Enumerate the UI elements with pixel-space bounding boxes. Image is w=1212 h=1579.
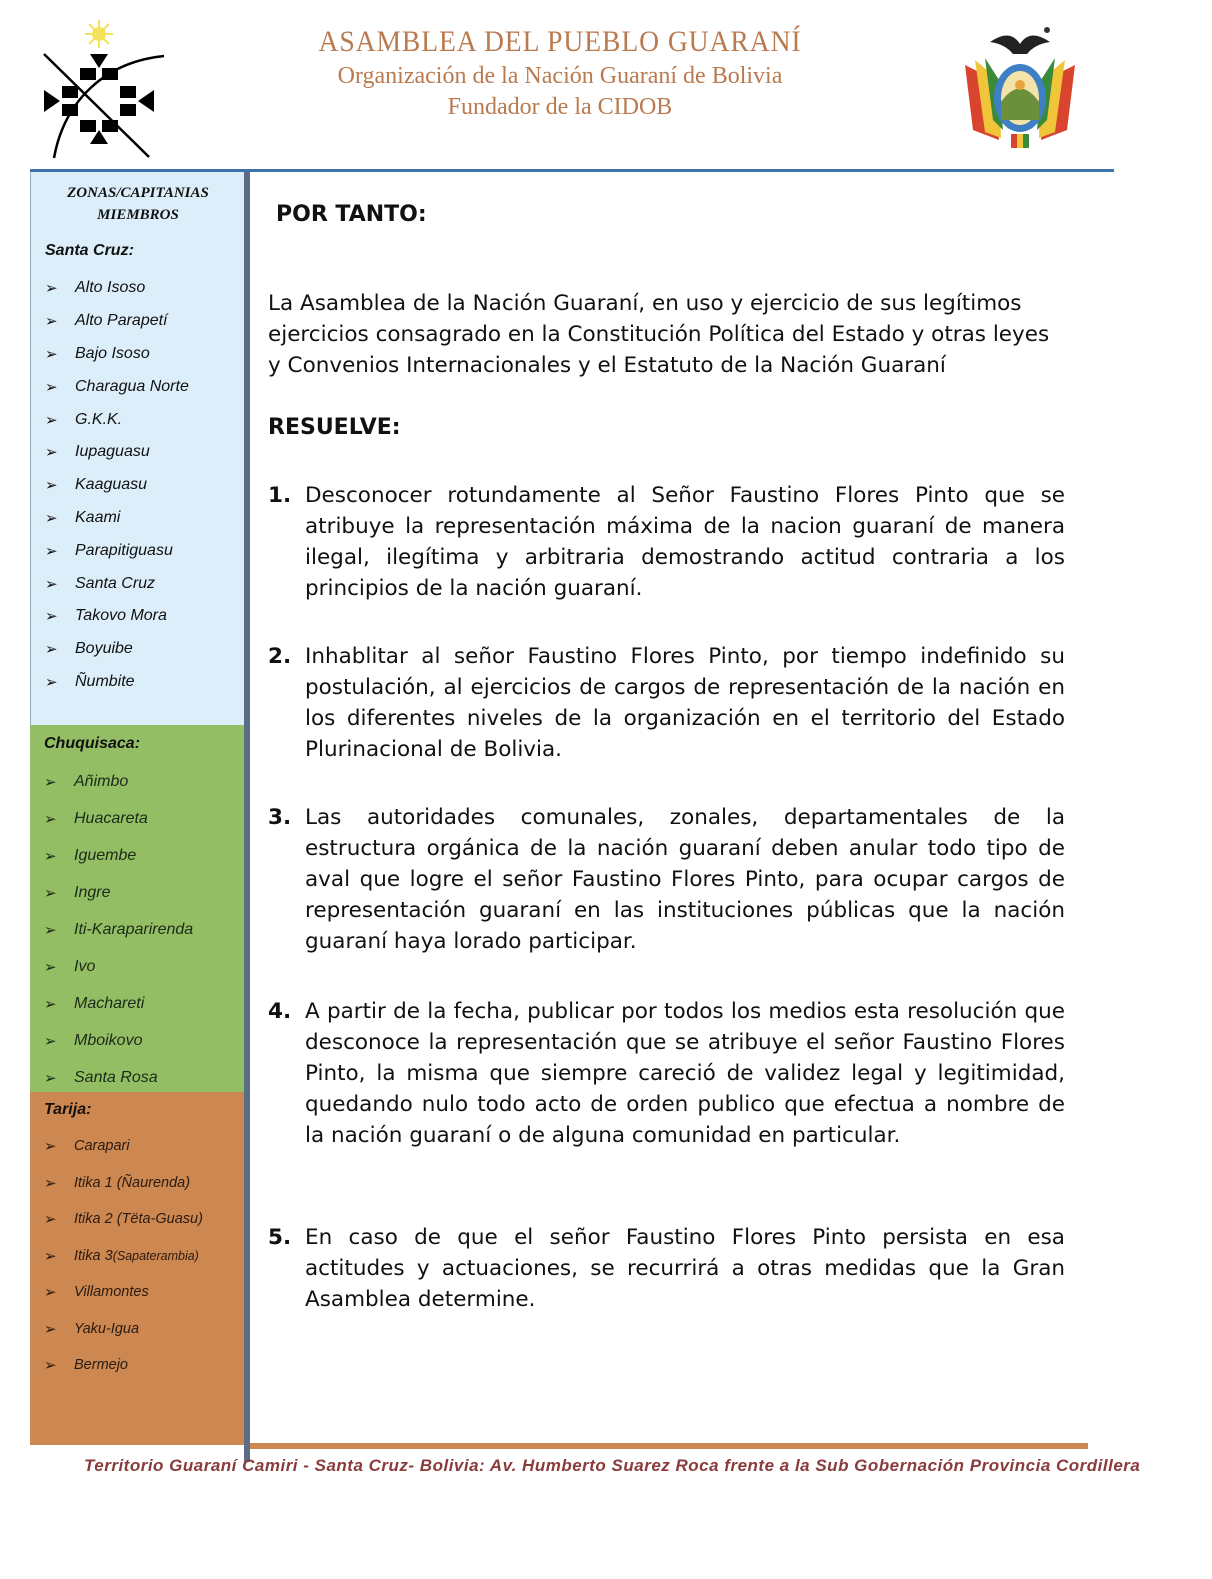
resolution-item-3: [268, 802, 1068, 957]
list-item: ➢ Villamontes: [44, 1284, 149, 1302]
list-item: ➢ Ingre: [44, 883, 111, 902]
region-label-chuquisaca: Chuquisaca:: [44, 735, 141, 752]
resolution-number: 3.: [268, 805, 292, 830]
list-item: ➢ Alto Parapetí: [45, 312, 168, 331]
arrow-bullet-icon: ➢: [45, 641, 58, 659]
list-item: ➢ Mboikovo: [44, 1031, 143, 1050]
list-item: ➢ Santa Cruz: [45, 574, 156, 593]
arrow-bullet-icon: ➢: [44, 995, 57, 1013]
arrow-bullet-icon: ➢: [44, 884, 57, 902]
list-item: ➢ Parapitiguasu: [45, 541, 173, 560]
arrow-bullet-icon: ➢: [44, 958, 57, 976]
resolution-item-4: [268, 996, 1068, 1151]
list-item: ➢ Bajo Isoso: [45, 344, 150, 363]
resolution-number: 5.: [268, 1225, 292, 1250]
por-tanto-heading: POR TANTO:: [276, 202, 427, 227]
tarija-list: [30, 1128, 244, 1384]
bolivia-coat-of-arms-icon: [955, 20, 1085, 160]
list-item: ➢ Kaaguasu: [45, 476, 148, 495]
tarija-zone-panel: [30, 1092, 244, 1445]
list-item: ➢ Itika 3 (Sapaterambia): [44, 1247, 199, 1265]
list-item: ➢ Bermejo: [44, 1357, 128, 1375]
arrow-bullet-icon: ➢: [44, 1174, 57, 1192]
arrow-bullet-icon: ➢: [45, 608, 58, 626]
sidebar-heading: ZONAS/CAPITANIAS MIEMBROS: [67, 185, 209, 223]
region-label-tarija: Tarija:: [44, 1101, 92, 1118]
footer-address: Territorio Guaraní Camiri - Santa Cruz- Bolivia: Av. Humberto Suarez Roca frente a la Sub Gobernación Provincia Cordillera: [84, 1456, 1141, 1475]
arrow-bullet-icon: ➢: [45, 378, 58, 396]
list-item: ➢ Carapari: [44, 1138, 130, 1156]
arrow-bullet-icon: ➢: [44, 1247, 57, 1265]
arrow-bullet-icon: ➢: [45, 673, 58, 691]
arrow-bullet-icon: ➢: [45, 280, 58, 298]
resolution-item-2: [268, 641, 1068, 765]
list-item: ➢ Huacareta: [44, 809, 148, 828]
santa-cruz-zone-panel: [30, 172, 245, 725]
arrow-bullet-icon: ➢: [45, 509, 58, 527]
list-item: ➢ Iti-Karaparirenda: [44, 920, 194, 939]
resolution-text: A partir de la fecha, publicar por todos los medios esta resolución que desconoce la representación que se atribuye el señor Faustino Flores Pinto, la misma que siempre careció de validez legal y legitimidad, quedando nulo todo acto de orden publico que efectua a nombre de la nación guaraní o de alguna comunidad en particular.: [305, 999, 1065, 1148]
arrow-bullet-icon: ➢: [44, 810, 57, 828]
arrow-bullet-icon: ➢: [44, 1357, 57, 1375]
resolution-number: 4.: [268, 999, 292, 1024]
list-item: ➢ Boyuibe: [45, 640, 133, 659]
arrow-bullet-icon: ➢: [44, 921, 57, 939]
list-item: ➢ Iupaguasu: [45, 443, 150, 462]
resolution-text: Desconocer rotundamente al Señor Faustino Flores Pinto que se atribuye la representación máxima de la nacion guaraní de manera ilegal, ilegítima y arbitraria demostrando actitud contraria a los principios de la nación guaraní.: [305, 483, 1065, 601]
arrow-bullet-icon: ➢: [45, 411, 58, 429]
list-item: ➢ Takovo Mora: [45, 607, 167, 626]
list-item: ➢ Iguembe: [44, 846, 137, 865]
arrow-bullet-icon: ➢: [44, 773, 57, 791]
list-item: ➢ Itika 1 (Ñaurenda): [44, 1174, 191, 1192]
arrow-bullet-icon: ➢: [45, 542, 58, 560]
arrow-bullet-icon: ➢: [44, 1138, 57, 1156]
list-item: ➢ Santa Rosa: [44, 1068, 158, 1087]
arrow-bullet-icon: ➢: [45, 444, 58, 462]
resolution-number: 1.: [268, 483, 292, 508]
intro-paragraph: La Asamblea de la Nación Guaraní, en uso y ejercicio de sus legítimos ejercicios consagrado en la Constitución Política del Estado y otras leyes y Convenios Internacionales y el Estatuto de la Nación Guaraní: [268, 291, 1050, 378]
organization-founder-line: Fundador de la CIDOB: [447, 94, 673, 120]
guarani-emblem-icon: [34, 12, 164, 152]
footer-divider: [250, 1443, 1088, 1449]
arrow-bullet-icon: ➢: [44, 1069, 57, 1087]
resolution-text: Inhablitar al señor Faustino Flores Pinto, por tiempo indefinido su postulación, al ejercicios de cargos de representación de la nación en los diferentes niveles de la organización en el territorio del Estado Plurinacional de Bolivia.: [305, 644, 1065, 762]
arrow-bullet-icon: ➢: [45, 345, 58, 363]
sidebar-divider: [244, 172, 250, 1462]
arrow-bullet-icon: ➢: [44, 1320, 57, 1338]
list-item: ➢ Yaku-Igua: [44, 1320, 140, 1338]
list-item: ➢ G.K.K.: [45, 410, 123, 429]
resolution-item-5: [268, 1222, 1068, 1315]
list-item: ➢ Añimbo: [44, 772, 129, 791]
organization-title: ASAMBLEA DEL PUEBLO GUARANÍ: [318, 25, 802, 58]
list-item: ➢ Itika 2 (Tëta-Guasu): [44, 1211, 203, 1229]
arrow-bullet-icon: ➢: [45, 477, 58, 495]
santa-cruz-list: [31, 272, 245, 698]
list-item: ➢ Machareti: [44, 994, 145, 1013]
region-label-santa-cruz: Santa Cruz:: [45, 242, 134, 259]
list-item: ➢ Ñumbite: [45, 672, 135, 691]
list-item: ➢ Alto Isoso: [45, 279, 146, 298]
letterhead: [280, 24, 840, 122]
resolution-number: 2.: [268, 644, 292, 669]
resolution-item-1: [268, 480, 1068, 604]
list-item: ➢ Charagua Norte: [45, 377, 189, 396]
arrow-bullet-icon: ➢: [44, 1032, 57, 1050]
resuelve-heading: RESUELVE:: [268, 415, 401, 440]
chuquisaca-zone-panel: [30, 725, 244, 1092]
arrow-bullet-icon: ➢: [44, 847, 57, 865]
list-item: ➢ Ivo: [44, 957, 96, 976]
arrow-bullet-icon: ➢: [45, 313, 58, 331]
arrow-bullet-icon: ➢: [45, 575, 58, 593]
arrow-bullet-icon: ➢: [44, 1211, 57, 1229]
resolution-text: Las autoridades comunales, zonales, departamentales de la estructura orgánica de la nación guaraní deben anular todo tipo de aval que logre el señor Faustino Flores Pinto, para ocupar cargos de representación guaraní en las instituciones públicas que la nación guaraní haya lorado participar.: [305, 805, 1065, 954]
resolution-text: En caso de que el señor Faustino Flores Pinto persista en esa actitudes y actuaciones, se recurrirá a otras medidas que la Gran Asamblea determine.: [305, 1225, 1065, 1312]
arrow-bullet-icon: ➢: [44, 1284, 57, 1302]
chuquisaca-list: [30, 763, 244, 1096]
list-item: ➢ Kaami: [45, 508, 121, 527]
organization-subtitle: Organización de la Nación Guaraní de Bolivia: [337, 63, 783, 89]
member-zones-sidebar: [30, 172, 244, 1445]
